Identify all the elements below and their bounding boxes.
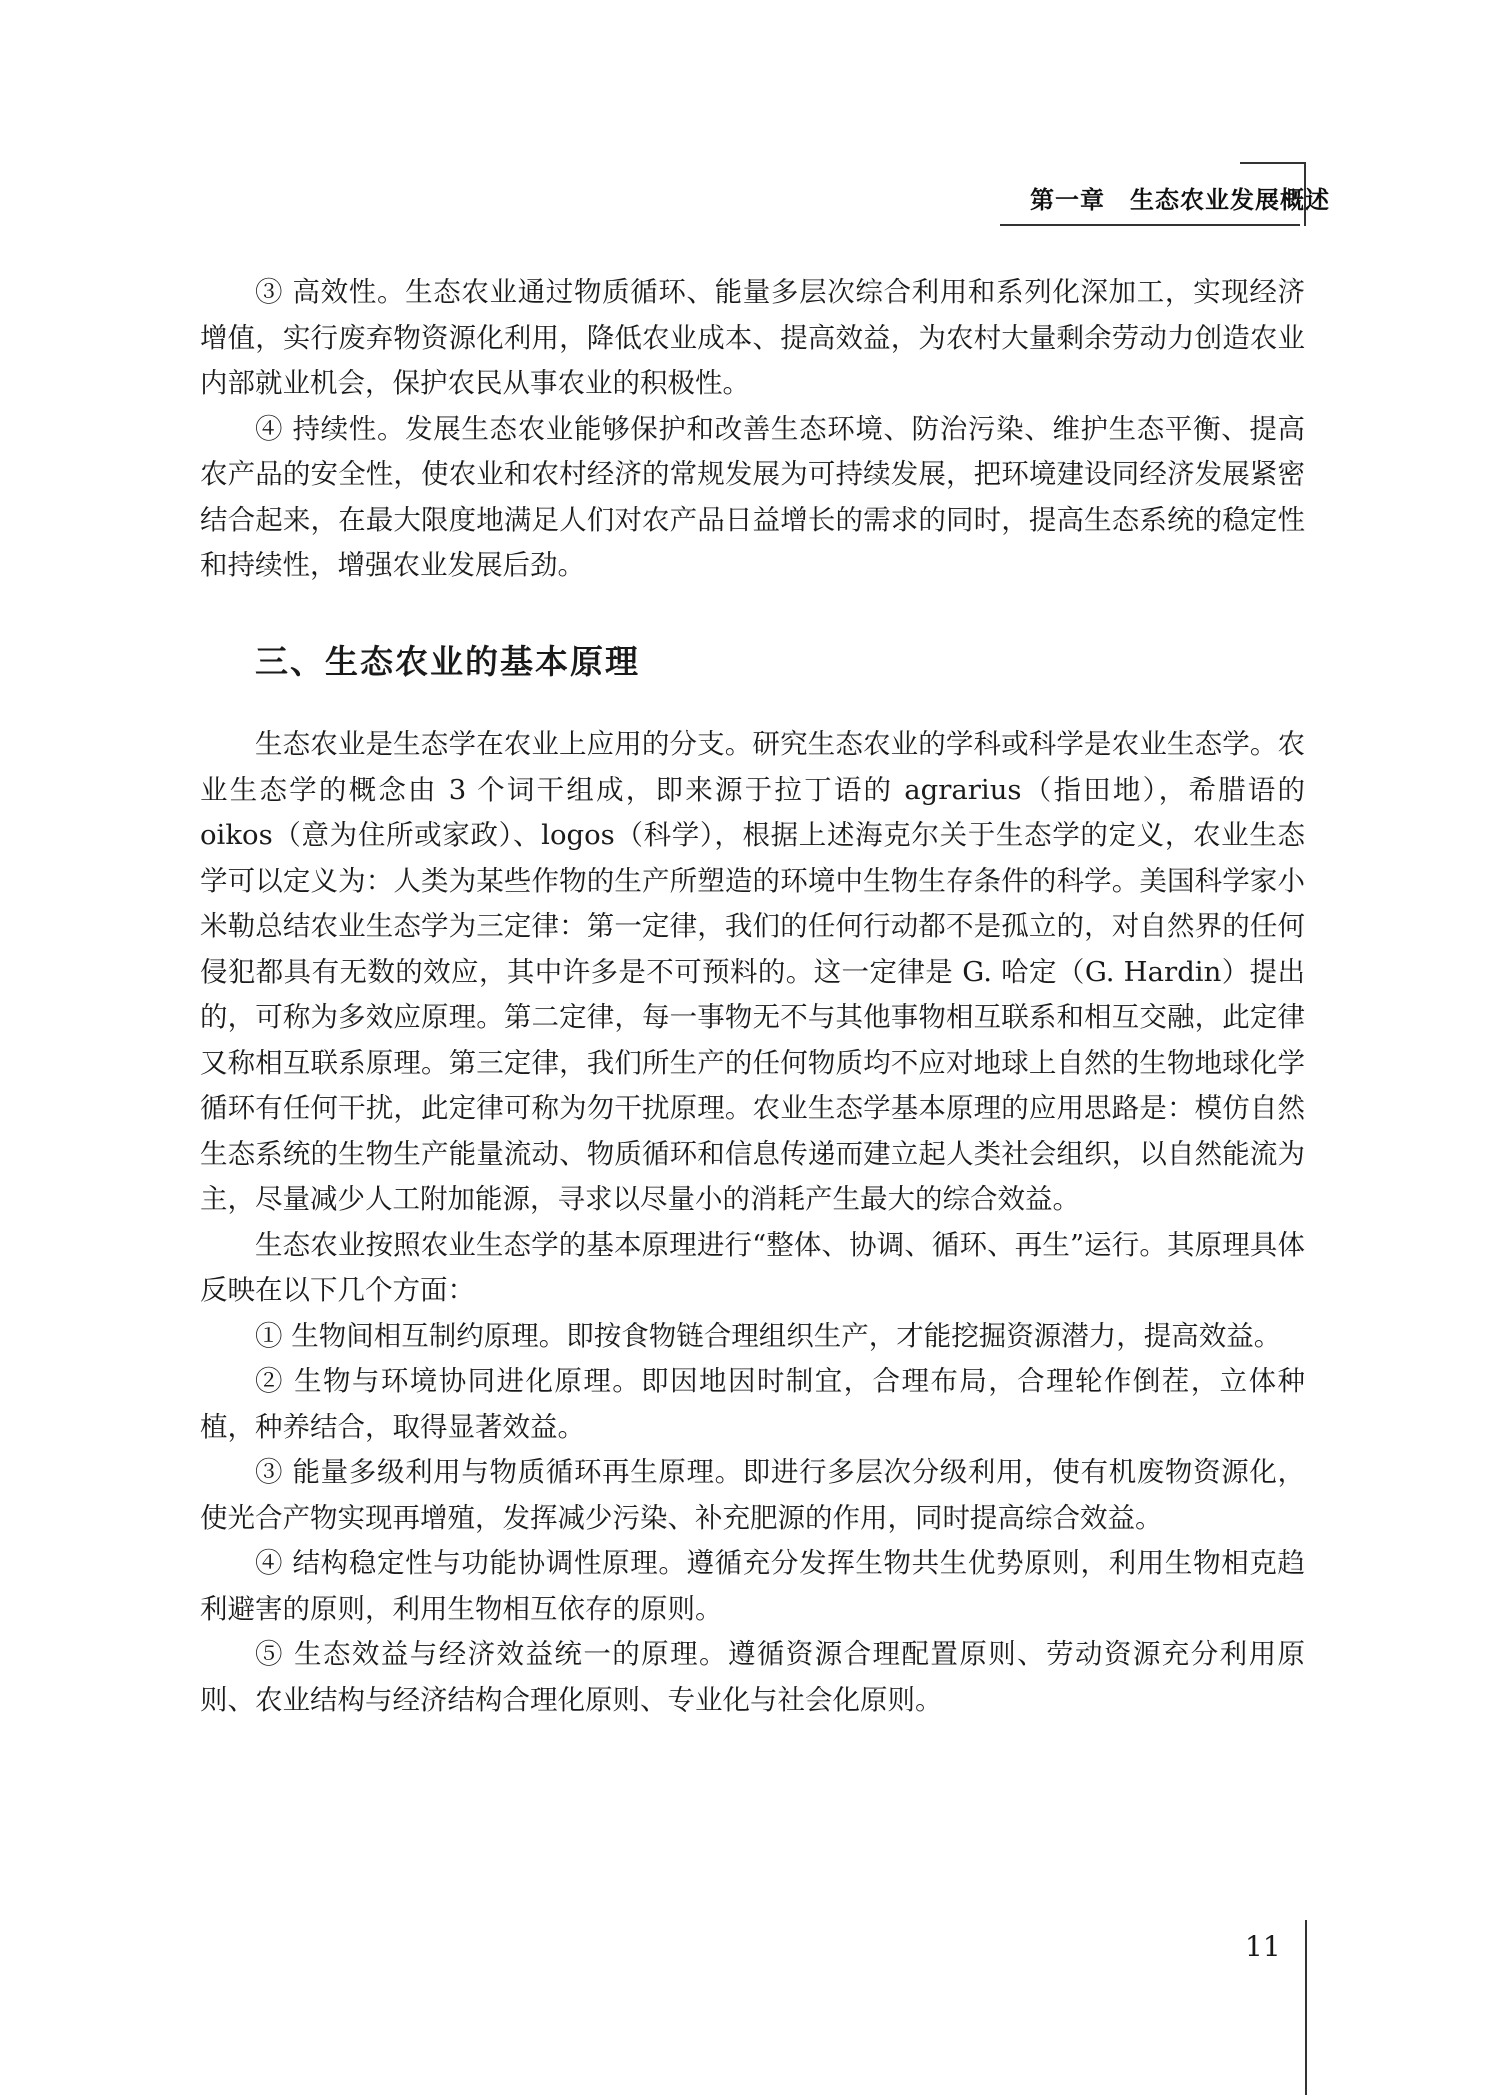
running-title: 第一章 生态农业发展概述: [1030, 186, 1330, 214]
principle-item-2: ② 生物与环境协同进化原理。即因地因时制宜，合理布局，合理轮作倒茬，立体种植，种养结合，取得显著效益。: [200, 1365, 1305, 1443]
principle-item-1: ① 生物间相互制约原理。即按食物链合理组织生产，才能挖掘资源潜力，提高效益。: [255, 1319, 1282, 1352]
page-number-rule: [1305, 1920, 1307, 2095]
paragraph-sustainability: ④ 持续性。发展生态农业能够保护和改善生态环境、防治污染、维护生态平衡、提高农产品的安全性，使农业和农村经济的常规发展为可持续发展，把环境建设同经济发展紧密结合起来，在最大限度地满足人们对农产品日益增长的需求的同时，提高生态系统的稳定性和持续性，增强农业发展后劲。: [200, 412, 1305, 581]
page-number: 11: [1245, 1930, 1281, 1963]
principle-item-4: ④ 结构稳定性与功能协调性原理。遵循充分发挥生物共生优势原则，利用生物相克趋利避害的原则，利用生物相互依存的原则。: [200, 1547, 1305, 1625]
principles-paragraphs: [200, 722, 1305, 1723]
running-header: [1000, 162, 1330, 222]
paragraph-principles-intro: 生态农业按照农业生态学的基本原理进行“整体、协调、循环、再生”运行。其原理具体反映在以下几个方面：: [200, 1228, 1305, 1306]
header-corner-box: [1240, 162, 1306, 226]
principle-item-5: ⑤ 生态效益与经济效益统一的原理。遵循资源合理配置原则、劳动资源充分利用原则、农业结构与经济结构合理化原则、专业化与社会化原则。: [200, 1638, 1305, 1716]
principle-item-3: ③ 能量多级利用与物质循环再生原理。即进行多层次分级利用，使有机废物资源化，使光合产物实现再增殖，发挥减少污染、补充肥源的作用，同时提高综合效益。: [200, 1456, 1305, 1534]
paragraph-overview: 生态农业是生态学在农业上应用的分支。研究生态农业的学科或科学是农业生态学。农业生态学的概念由 3 个词干组成，即来源于拉丁语的 agrarius（指田地），希腊语的 oikos（意为住所或家政）、logos（科学），根据上述海克尔关于生态学的定义，农业生态学可以定义为：人类为某些作物的生产所塑造的环境中生物生存条件的科学。美国科学家小米勒总结农业生态学为三定律：第一定律，我们的任何行动都不是孤立的，对自然界的任何侵犯都具有无数的效应，其中许多是不可预料的。这一定律是 G. 哈定（G. Hardin）提出的，可称为多效应原理。第二定律，每一事物无不与其他事物相互联系和相互交融，此定律又称相互联系原理。第三定律，我们所生产的任何物质均不应对地球上自然的生物地球化学循环有任何干扰，此定律可称为勿干扰原理。农业生态学基本原理的应用思路是：模仿自然生态系统的生物生产能量流动、物质循环和信息传递而建立起人类社会组织，以自然能流为主，尽量减少人工附加能源，寻求以尽量小的消耗产生最大的综合效益。: [200, 728, 1305, 1215]
intro-paragraphs: [200, 270, 1305, 589]
paragraph-efficiency: ③ 高效性。生态农业通过物质循环、能量多层次综合利用和系列化深加工，实现经济增值，实行废弃物资源化利用，降低农业成本、提高效益，为农村大量剩余劳动力创造农业内部就业机会，保护农民从事农业的积极性。: [200, 276, 1305, 399]
section-heading: 三、生态农业的基本原理: [255, 642, 640, 681]
